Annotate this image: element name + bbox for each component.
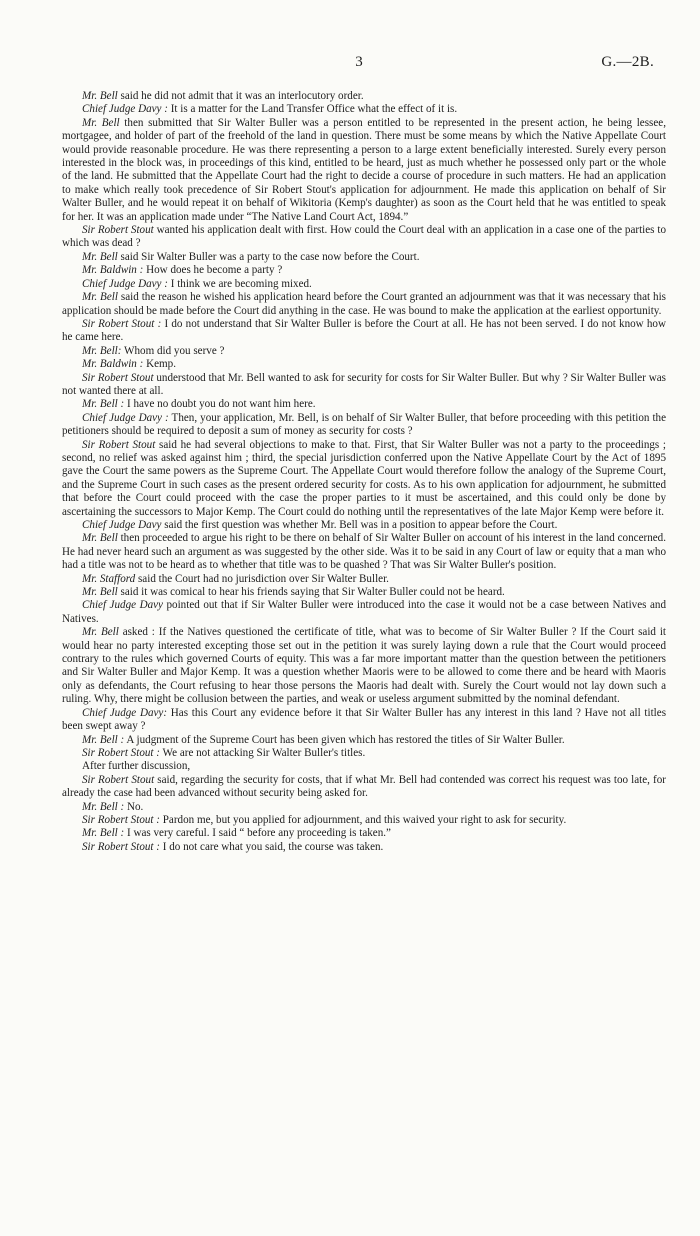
speaker: Sir Robert Stout : (82, 840, 160, 853)
speaker: Mr. Bell (82, 626, 119, 639)
paragraph-text: Has this Court any evidence before it that Sir Walter Buller has any interest in this land ? Have not all titles been swept away ? (62, 706, 667, 733)
paragraph-text: We are not attacking Sir Walter Buller's titles. (159, 746, 366, 759)
paragraph-text: said the reason he wished his application heard before the Court granted an adjournment was that it was necessary that his application should be made before the Court did anything in the case. He was bound to make the application at the earliest opportunity. (62, 291, 666, 317)
paragraph-text: How does he become a party ? (143, 264, 283, 277)
paragraph-text: asked : If the Natives questioned the certificate of title, what was to become of Sir Walter Buller ? If the Court said it would hear no party interested excepting those set out in the petition it was surely laying down a rule that the Court would proceed contrary to the rules which governed Courts of equity. This was a far more important matter than the question between the petitioners and Sir Walter Buller and Major Kemp. It was a question whether Maoris were to be allowed to come there and be heard with Maoris only as defendants, the Court refusing to hear those persons the Maoris had dealt with. Surely the Court would not lay down such a ruling. Why, there might be collusion between the parties, and weak or useless argument submitted by the nominal defendant. (62, 626, 666, 706)
speaker: Sir Robert Stout (82, 773, 155, 786)
paragraph (62, 626, 666, 706)
paragraph-text: Then, your application, Mr. Bell, is on behalf of Sir Walter Buller, that before proceeding with this petition the petitioners should be required to deposit a sum of money as security for costs ? (62, 411, 666, 438)
speaker: Mr. Bell: (82, 344, 122, 357)
paragraph-text: wanted his application dealt with first. How could the Court deal with an application in a case one of the parties to which was dead ? (62, 224, 666, 250)
paragraph (62, 117, 666, 224)
paragraph-text: Pardon me, but you applied for adjournment, and this waived your right to ask for security. (159, 813, 567, 826)
paragraph (62, 278, 666, 291)
speaker: Mr. Bell (82, 291, 118, 304)
document-reference: G.—2B. (601, 54, 654, 70)
speaker: Chief Judge Davy (82, 599, 163, 612)
speaker: Mr. Baldwin : (82, 358, 144, 371)
speaker: Mr. Bell (82, 116, 120, 129)
page-header (62, 54, 656, 74)
paragraph (62, 264, 666, 277)
paragraph-text: said, regarding the security for costs, that if what Mr. Bell had contended was correct his request was too late, for already the case had been advanced without security being asked for. (62, 773, 666, 800)
speaker: Chief Judge Davy : (82, 277, 168, 290)
paragraph-text: I do not understand that Sir Walter Buller is before the Court at all. He has not been served. I do not know how he came here. (62, 317, 666, 344)
paragraph-text: then proceeded to argue his right to be there on behalf of Sir Walter Buller on account of his interest in the land concerned. He had never heard such an argument as was suggested by the other side. Was it to be said in any Court of law or equity that a man who had a title was not to be heard as to whether that title was to be quashed ? That was Sir Walter Buller's position. (62, 532, 666, 572)
speaker: Mr. Stafford (82, 572, 136, 585)
paragraph (62, 345, 666, 358)
speaker: Chief Judge Davy : (82, 103, 168, 116)
paragraph (62, 412, 666, 439)
speaker: Sir Robert Stout : (82, 317, 162, 330)
paragraph (62, 760, 666, 773)
paragraph-text: I do not care what you said, the course was taken. (159, 840, 384, 853)
speaker: Mr. Bell (82, 532, 118, 545)
paragraph (62, 439, 666, 519)
paragraph-text: I have no doubt you do not want him here. (124, 398, 316, 411)
paragraph-text: No. (124, 800, 144, 813)
paragraph (62, 747, 666, 760)
paragraph-text: said he had several objections to make to that. First, that Sir Walter Buller was not a party to the proceedings ; second, no relief was asked against him ; third, the special jurisdiction conferred upon the Native Appellate Court by the Act of 1895 gave the Court the same powers as the Supreme Court. The Appellate Court would therefore follow the analogy of the Supreme Court, and the Supreme Court in such cases as the present ordered security for costs. As to his own application for adjournment, he submitted that before the Court could proceed with the case the proper parties to it must be ascertained, and this could only be done by ascertaining the successors to Major Kemp. The Court could do nothing until the representatives of the late Major Kemp were before it. (62, 438, 666, 518)
paragraph (62, 586, 666, 599)
paragraph-text: Kemp. (143, 358, 176, 371)
paragraph-text: said Sir Walter Buller was a party to the case now before the Court. (117, 250, 420, 263)
speaker: Sir Robert Stout (82, 438, 156, 451)
paragraph (62, 398, 666, 411)
paragraph (62, 519, 666, 532)
speaker: Sir Robert Stout : (82, 746, 160, 759)
paragraph-text: said the first question was whether Mr. Bell was in a position to appear before the Court. (161, 519, 558, 531)
paragraph (62, 318, 666, 345)
paragraph (62, 827, 666, 840)
paragraph (62, 573, 666, 586)
paragraph-text: A judgment of the Supreme Court has been given which has restored the titles of Sir Walter Buller. (124, 733, 565, 746)
speaker: Mr. Bell : (82, 827, 125, 840)
paragraph (62, 90, 666, 103)
speaker: Mr. Bell (82, 250, 118, 263)
paragraph (62, 734, 666, 747)
page-number: 3 (355, 54, 363, 70)
paragraph-text: understood that Mr. Bell wanted to ask for security for costs for Sir Walter Buller. But why ? Sir Walter Buller was not wanted there at all. (62, 371, 666, 397)
speaker: Sir Robert Stout (82, 224, 154, 237)
paragraph (62, 599, 666, 626)
speaker: Mr. Baldwin : (82, 264, 144, 277)
paragraph-text: then submitted that Sir Walter Buller was a person entitled to be represented in the present action, he being lessee, mortgagee, and holder of part of the freehold of the land in question. There must be some means by which the Native Appellate Court would provide reasonable procedure. He was there representing a person to a large extent beneficially interested. Surely every person interested in the block was, in proceedings of this kind, entitled to be heard, just as much whether he possessed only part or the whole of the land. He submitted that the Appellate Court had the right to decide a course of procedure in such matters. He had an application to make which really took precedence of Sir Robert Stout's application for adjournment. He made this application on behalf of Sir Walter Buller, and he would repeat it on behalf of Wikitoria (Kemp's daughter) as soon as the Court held that he was entitled to speak for her. It was an application made under “The Native Land Court Act, 1894.” (62, 116, 666, 223)
paragraph (62, 372, 666, 399)
paragraph (62, 358, 666, 371)
speaker: Chief Judge Davy : (82, 411, 169, 424)
paragraph-text: said it was comical to hear his friends saying that Sir Walter Buller could not be heard. (117, 586, 505, 599)
paragraph (62, 814, 666, 827)
paragraph (62, 251, 666, 264)
speaker: Sir Robert Stout (82, 371, 154, 384)
paragraph (62, 707, 666, 734)
speaker: Mr. Bell (82, 90, 118, 102)
paragraph (62, 801, 666, 814)
paragraph-text: It is a matter for the Land Transfer Office what the effect of it is. (167, 103, 458, 116)
paragraph (62, 103, 666, 116)
paragraph-text: said he did not admit that it was an interlocutory order. (117, 90, 364, 102)
paragraph (62, 291, 666, 318)
paragraph (62, 224, 666, 251)
paragraph (62, 841, 666, 854)
speaker: Sir Robert Stout : (82, 813, 160, 826)
speaker: Mr. Bell : (82, 800, 125, 813)
paragraph (62, 532, 666, 572)
paragraph-text: After further discussion, (82, 760, 191, 773)
speaker: Chief Judge Davy (82, 519, 162, 531)
paragraph-text: pointed out that if Sir Walter Buller were introduced into the case it would not be a case between Natives and Natives. (62, 599, 666, 625)
speaker: Mr. Bell (82, 586, 118, 599)
transcript-body (62, 90, 666, 854)
paragraph-text: I was very careful. I said “ before any proceeding is taken.” (124, 827, 391, 840)
paragraph-text: said the Court had no jurisdiction over Sir Walter Buller. (135, 572, 389, 585)
speaker: Mr. Bell : (82, 398, 125, 411)
speaker: Mr. Bell : (82, 733, 125, 746)
paragraph (62, 774, 666, 801)
speaker: Chief Judge Davy: (82, 706, 168, 719)
paragraph-text: I think we are becoming mixed. (167, 277, 312, 290)
paragraph-text: Whom did you serve ? (121, 344, 225, 357)
